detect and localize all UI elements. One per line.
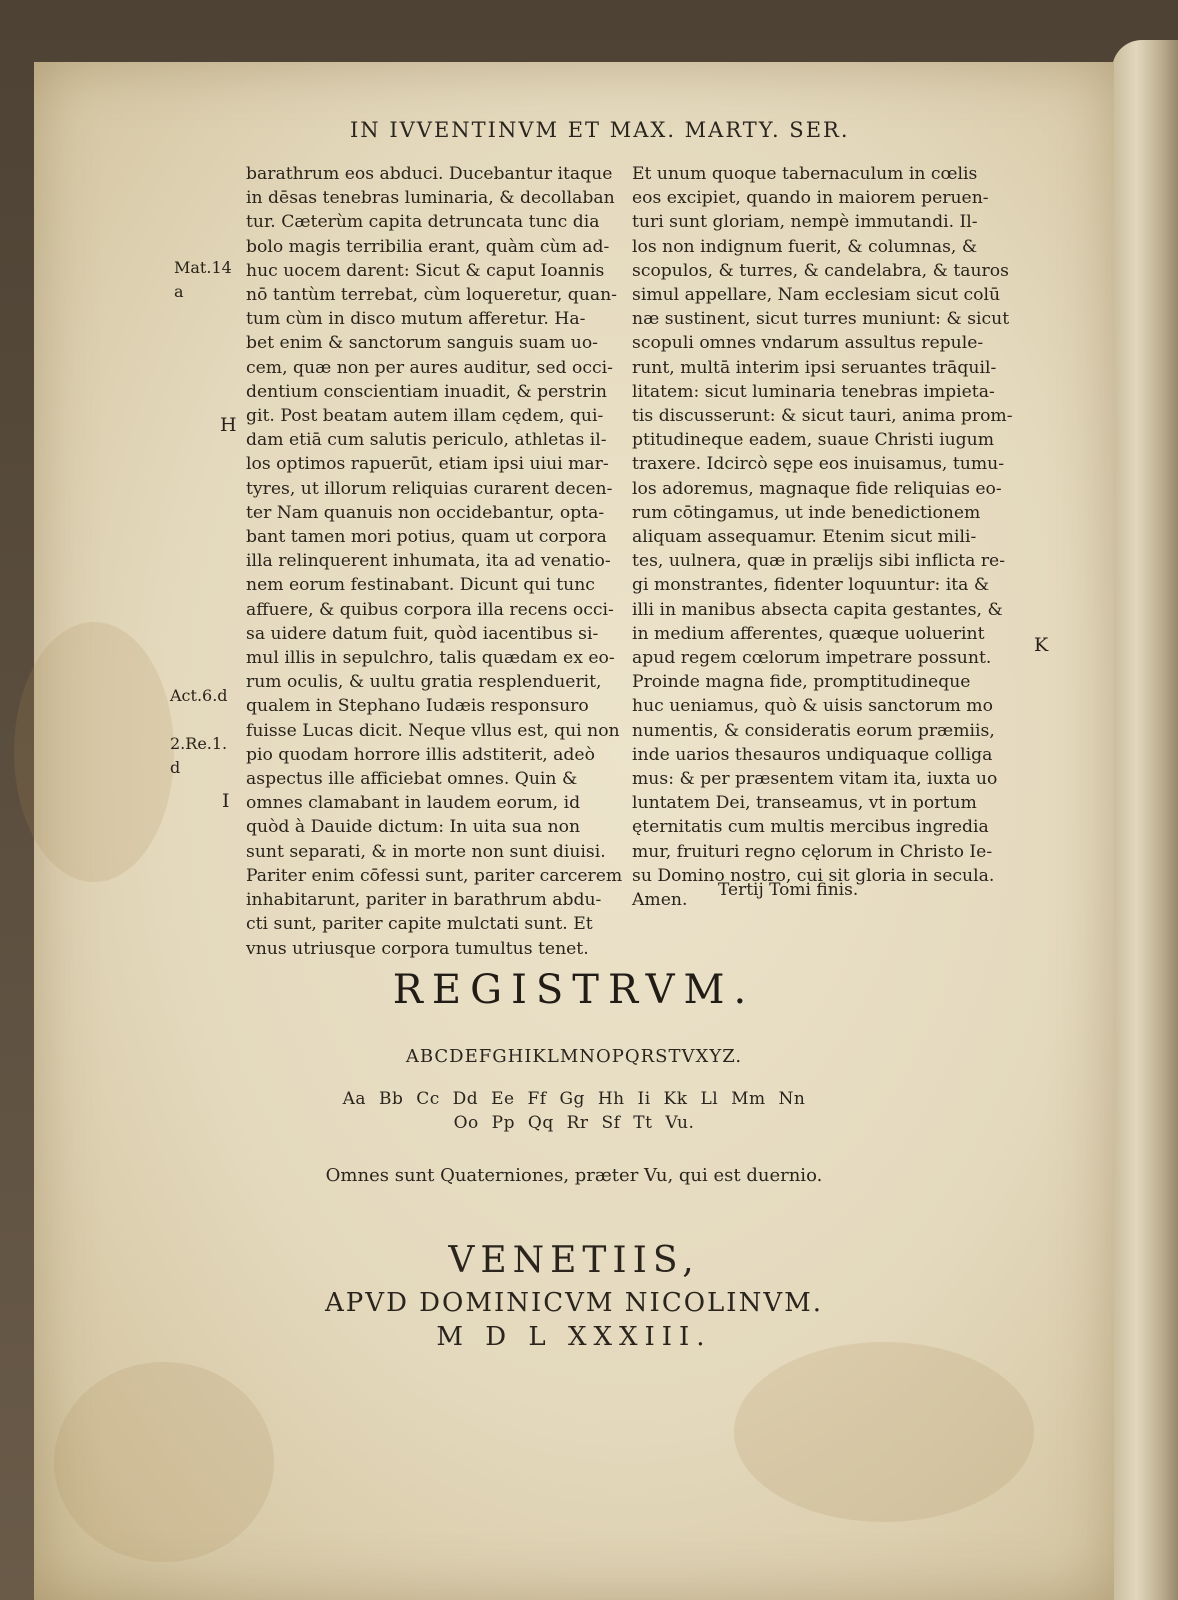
text-line: qualem in Stephano Iudæis responsuro bbox=[246, 696, 589, 717]
facing-page-edge bbox=[1112, 40, 1178, 1600]
margin-note-act: Act.6.d bbox=[170, 686, 228, 705]
text-line: simul appellare, Nam ecclesiam sicut colū bbox=[632, 285, 1001, 306]
text-line: barathrum eos abduci. Ducebantur itaque bbox=[246, 164, 613, 184]
registrum-note: Omnes sunt Quaterniones, præter Vu, qui est duernio. bbox=[325, 1165, 823, 1186]
text-line: mus: & per præsentem vitam ita, iuxta uo bbox=[632, 769, 998, 790]
paper-stain bbox=[734, 1342, 1034, 1522]
registrum-pairs-line2: Oo Pp Qq Rr Sf Tt Vu. bbox=[453, 1113, 695, 1133]
text-line: tyres, ut illorum reliquias curarent decen- bbox=[246, 478, 613, 499]
margin-note-re: 2.Re.1. bbox=[170, 734, 228, 753]
text-line: git. Post beatam autem illam cędem, qui- bbox=[246, 406, 604, 427]
text-line: illi in manibus absecta capita gestantes, & bbox=[632, 599, 1003, 620]
text-line: apud regem cœlorum impetrare possunt. bbox=[632, 648, 992, 669]
text-line: aspectus ille afficiebat omnes. Quin & bbox=[246, 769, 578, 790]
text-line: dentium conscientiam inuadit, & perstrin bbox=[246, 381, 607, 402]
text-line: quòd à Dauide dictum: In uita sua non bbox=[246, 817, 581, 838]
text-line: scopulos, & turres, & candelabra, & tauros bbox=[632, 260, 1009, 281]
text-line: gi monstrantes, fidenter loquuntur: ita & bbox=[632, 575, 990, 596]
text-line: turi sunt gloriam, nempè immutandi. Il- bbox=[632, 212, 978, 233]
text-line: rum oculis, & uultu gratia resplenduerit, bbox=[246, 672, 602, 693]
text-line: næ sustinent, sicut turres muniunt: & sicut bbox=[632, 309, 1010, 330]
text-line: cem, quæ non per aures auditur, sed occi- bbox=[246, 357, 613, 378]
margin-note-mat-a: a bbox=[174, 282, 184, 301]
text-line: tum cùm in disco mutum afferetur. Ha- bbox=[246, 309, 586, 330]
text-line: aliquam assequamur. Etenim sicut mili- bbox=[632, 527, 977, 548]
tomi-finis: Tertij Tomi finis. bbox=[718, 880, 859, 900]
text-line: affuere, & quibus corpora illa recens occi- bbox=[246, 599, 614, 620]
paper-stain bbox=[14, 622, 174, 882]
text-line: bolo magis terribilia erant, quàm cùm ad- bbox=[246, 236, 610, 257]
text-line: mur, fruituri regno cęlorum in Christo Ie- bbox=[632, 841, 993, 862]
text-line: in dēsas tenebras luminaria, & decollaban bbox=[246, 188, 615, 209]
text-line: Et unum quoque tabernaculum in cœlis bbox=[632, 164, 978, 184]
right-text-column bbox=[632, 162, 1032, 912]
text-line: tes, uulnera, quæ in prælijs sibi inflicta re- bbox=[632, 551, 1006, 572]
text-line: ter Nam quanuis non occidebantur, opta- bbox=[246, 502, 605, 523]
margin-note-i: I bbox=[222, 790, 230, 812]
text-line: dam etiā cum salutis periculo, athletas il- bbox=[246, 430, 607, 451]
text-line: in medium afferentes, quæque uoluerint bbox=[632, 623, 985, 644]
text-line: numentis, & consideratis eorum præmiis, bbox=[632, 720, 995, 741]
text-line: eos excipiet, quando in maiorem peruen- bbox=[632, 188, 989, 209]
registrum-title: REGISTRVM. bbox=[392, 967, 756, 1013]
text-line: inhabitarunt, pariter in barathrum abdu- bbox=[246, 890, 602, 911]
text-line: scopuli omnes vndarum assultus repule- bbox=[632, 333, 984, 354]
registrum-pairs-line1: Aa Bb Cc Dd Ee Ff Gg Hh Ii Kk Ll Mm Nn bbox=[342, 1089, 806, 1109]
text-line: litatem: sicut luminaria tenebras impieta- bbox=[632, 381, 995, 402]
imprint-city: VENETIIS, bbox=[448, 1240, 700, 1281]
text-line: nem eorum festinabant. Dicunt qui tunc bbox=[246, 575, 595, 596]
text-line: Pariter enim cōfessi sunt, pariter carcerem bbox=[246, 865, 623, 886]
text-line: rum cōtingamus, ut inde benedictionem bbox=[632, 502, 981, 523]
text-line: omnes clamabant in laudem eorum, id bbox=[246, 793, 581, 814]
text-line: tis discusserunt: & sicut tauri, anima prom- bbox=[632, 406, 1013, 427]
text-line: huc uocem darent: Sicut & caput Ioannis bbox=[246, 260, 605, 281]
text-line: fuisse Lucas dicit. Neque vllus est, qui non bbox=[246, 720, 620, 741]
registrum-alphabet: ABCDEFGHIKLMNOPQRSTVXYZ. bbox=[405, 1046, 743, 1067]
text-line: Amen. bbox=[632, 890, 688, 911]
text-line: nō tantùm terrebat, cùm loqueretur, quan- bbox=[246, 285, 617, 306]
text-line: los adoremus, magnaque fide reliquias eo- bbox=[632, 478, 1002, 499]
text-line: huc ueniamus, quò & uisis sanctorum mo bbox=[632, 696, 993, 717]
text-line: cti sunt, pariter capite mulctati sunt. Et bbox=[246, 914, 593, 935]
margin-note-mat: Mat.14 bbox=[174, 258, 232, 277]
margin-note-re-d: d bbox=[170, 758, 181, 777]
text-line: sa uidere datum fuit, quòd iacentibus si- bbox=[246, 623, 599, 644]
text-line: sunt separati, & in morte non sunt diuisi. bbox=[246, 841, 606, 862]
text-line: Proinde magna fide, promptitudineque bbox=[632, 672, 971, 693]
text-line: los non indignum fuerit, & columnas, & bbox=[632, 236, 978, 257]
margin-note-k: K bbox=[1034, 634, 1049, 656]
text-line: ptitudineque eadem, suaue Christi iugum bbox=[632, 430, 995, 451]
text-line: luntatem Dei, transeamus, vt in portum bbox=[632, 793, 977, 814]
left-text-column bbox=[246, 162, 646, 961]
margin-note-h: H bbox=[220, 414, 237, 436]
imprint-year: M D L XXXIII. bbox=[436, 1322, 712, 1352]
text-line: su Domino nostro, cui sit gloria in secula. bbox=[632, 865, 995, 886]
text-line: pio quodam horrore illis adstiterit, adeò bbox=[246, 744, 595, 765]
text-line: bant tamen mori potius, quam ut corpora bbox=[246, 527, 607, 548]
text-line: inde uarios thesauros undiquaque colliga bbox=[632, 744, 993, 765]
imprint-printer: APVD DOMINICVM NICOLINVM. bbox=[325, 1288, 823, 1318]
running-head: IN IVVENTINVM ET MAX. MARTY. SER. bbox=[350, 118, 850, 142]
text-line: bet enim & sanctorum sanguis suam uo- bbox=[246, 333, 598, 354]
paper-stain bbox=[54, 1362, 274, 1562]
text-line: runt, multā interim ipsi seruantes trāquil- bbox=[632, 357, 997, 378]
text-line: illa relinquerent inhumata, ita ad venatio- bbox=[246, 551, 611, 572]
book-page bbox=[34, 62, 1114, 1600]
text-line: vnus utriusque corpora tumultus tenet. bbox=[246, 938, 589, 959]
text-line: tur. Cæterùm capita detruncata tunc dia bbox=[246, 212, 600, 233]
text-line: traxere. Idcircò sępe eos inuisamus, tumu- bbox=[632, 454, 1005, 475]
text-line: los optimos rapuerūt, etiam ipsi uiui mar- bbox=[246, 454, 609, 475]
text-line: ęternitatis cum multis mercibus ingredia bbox=[632, 817, 989, 838]
text-line: mul illis in sepulchro, talis quædam ex eo- bbox=[246, 648, 615, 669]
